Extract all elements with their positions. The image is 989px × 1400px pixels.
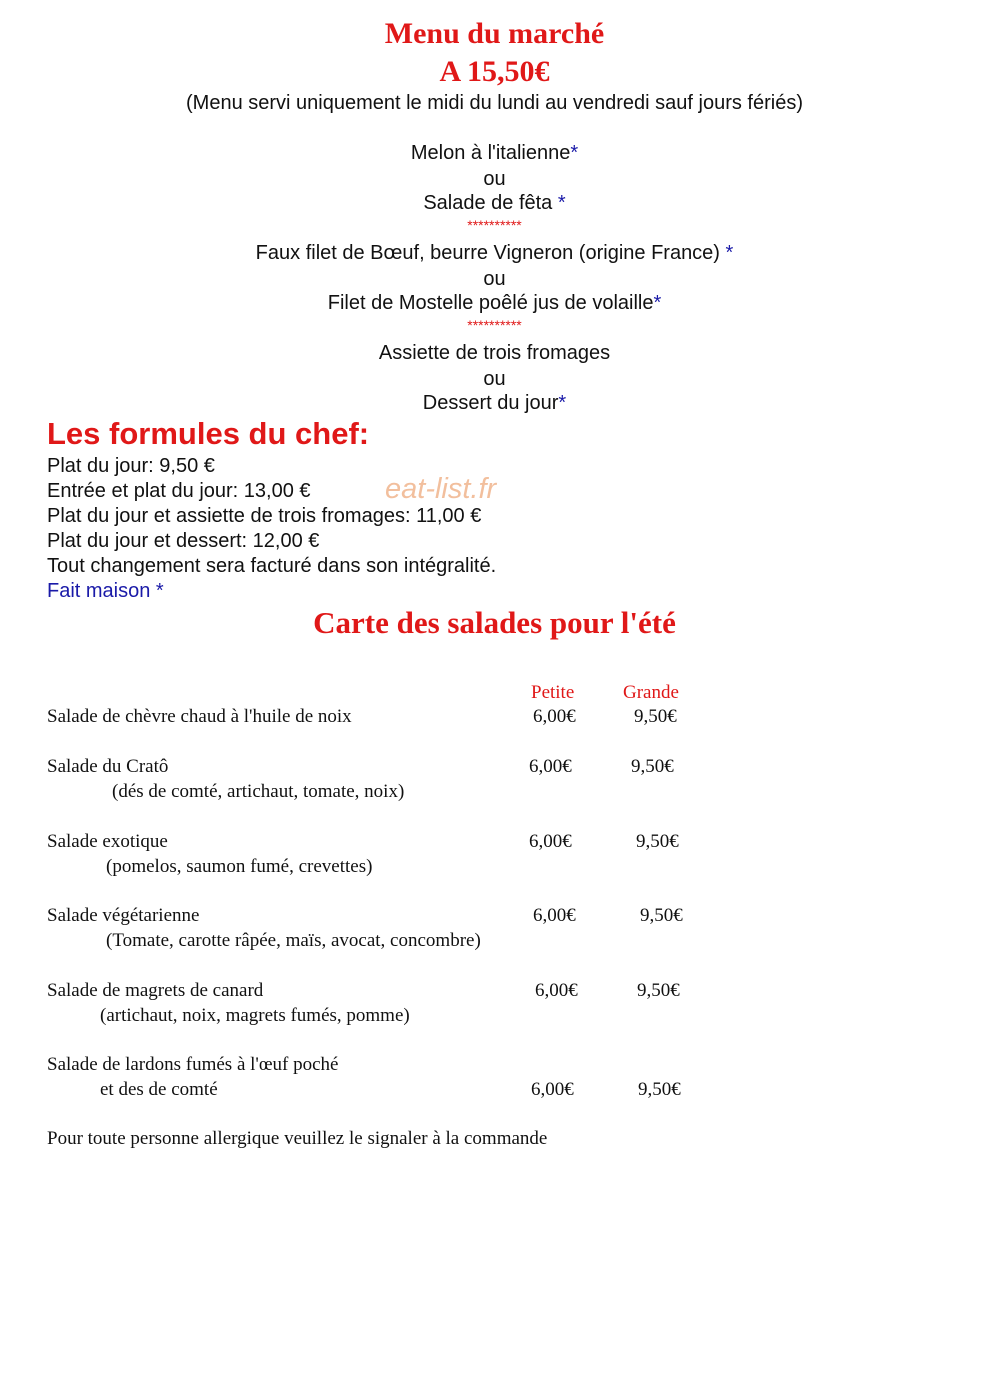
dessert-2-label: Dessert du jour [422,392,559,414]
column-header-grande: Grande [623,682,679,703]
starter-1-label: Melon à l'italienne [410,142,571,164]
formules-title: Les formules du chef: [47,416,370,451]
allergy-notice: Pour toute personne allergique veuillez le signaler à la commande [47,1128,548,1149]
formule-line: Entrée et plat du jour: 13,00 € [47,480,311,502]
or-separator: ou [483,268,506,290]
salad-description: (artichaut, noix, magrets fumés, pomme) [100,1005,410,1026]
formule-line: Plat du jour: 9,50 € [47,455,215,477]
salad-price-grande: 9,50€ [634,706,677,727]
salad-price-grande: 9,50€ [636,831,679,852]
salad-description: (pomelos, saumon fumé, crevettes) [106,856,373,877]
watermark: eat-list.fr [385,473,497,505]
menu-note: (Menu servi uniquement le midi du lundi au vendredi sauf jours fériés) [186,92,803,114]
starter-2-label: Salade de fêta [423,192,558,214]
fait-maison-star: * [653,292,662,314]
fait-maison-star: * [557,192,566,214]
salad-price-petite: 6,00€ [533,706,576,727]
salad-description: (dés de comté, artichaut, tomate, noix) [112,781,405,802]
formule-note: Tout changement sera facturé dans son intégralité. [47,555,497,577]
formule-line: Plat du jour et dessert: 12,00 € [47,530,320,552]
salad-name: Salade végétarienne [47,905,200,926]
main-2 [0,292,989,315]
salad-price-petite: 6,00€ [529,756,572,777]
salad-price-grande: 9,50€ [637,980,680,1001]
dessert-2 [0,392,989,415]
salad-name: Salade du Cratô [47,756,169,777]
salad-name: Salade exotique [47,831,168,852]
starter-2 [0,192,989,215]
salad-description: et des de comté [100,1079,218,1100]
starter-1 [0,142,989,165]
fait-maison-star: * [725,242,734,264]
salad-name: Salade de magrets de canard [47,980,264,1001]
salad-price-grande: 9,50€ [638,1079,681,1100]
main-1-label: Faux filet de Bœuf, beurre Vigneron (origine France) [255,242,726,264]
salad-description: (Tomate, carotte râpée, maïs, avocat, concombre) [106,930,481,951]
column-header-petite: Petite [531,682,575,703]
course-separator: ********** [467,317,522,333]
salad-price-grande: 9,50€ [631,756,674,777]
fait-maison-legend: Fait maison * [47,580,164,602]
salad-price-petite: 6,00€ [535,980,578,1001]
fait-maison-star: * [570,142,579,164]
salad-price-petite: 6,00€ [531,1079,574,1100]
salades-title: Carte des salades pour l'été [313,605,676,640]
menu-title: Menu du marché [384,17,605,50]
or-separator: ou [483,368,506,390]
fait-maison-star: * [558,392,567,414]
course-separator: ********** [467,217,522,233]
salad-name: Salade de lardons fumés à l'œuf poché [47,1054,339,1075]
salad-price-grande: 9,50€ [640,905,683,926]
dessert-1: Assiette de trois fromages [378,342,611,364]
formule-line: Plat du jour et assiette de trois fromages: 11,00 € [47,505,482,527]
or-separator: ou [483,168,506,190]
salad-name: Salade de chèvre chaud à l'huile de noix [47,706,352,727]
main-1 [0,242,989,265]
salad-price-petite: 6,00€ [533,905,576,926]
menu-price: A 15,50€ [439,55,550,88]
salad-price-petite: 6,00€ [529,831,572,852]
main-2-label: Filet de Mostelle poêlé jus de volaille [327,292,654,314]
